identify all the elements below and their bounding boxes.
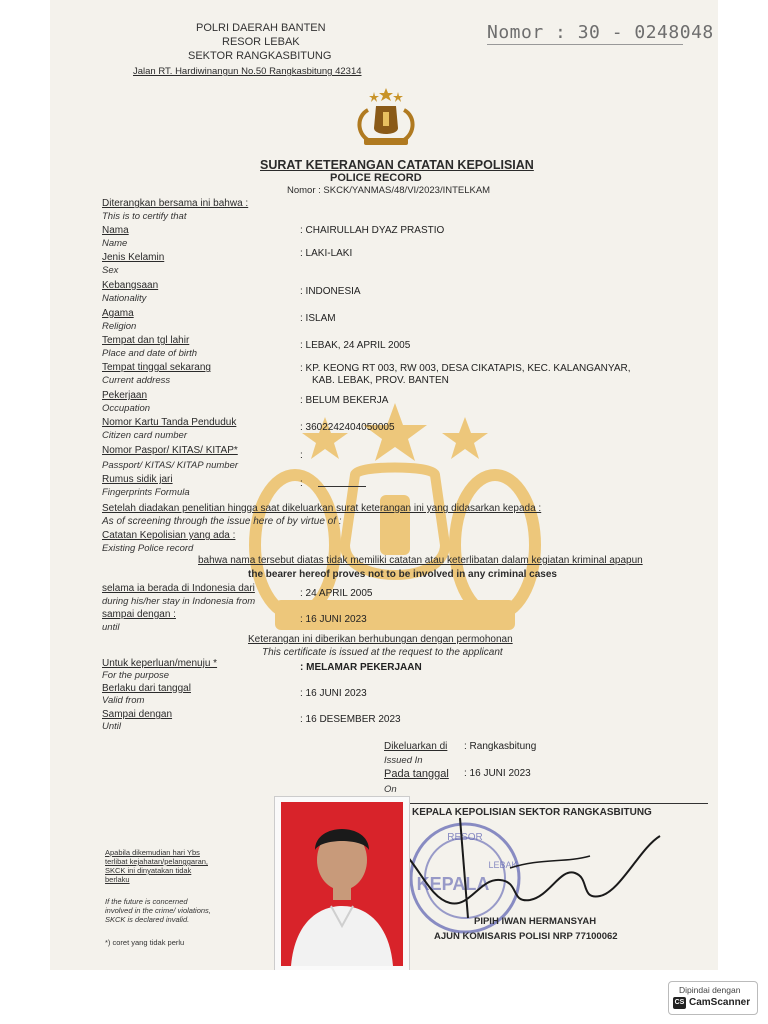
period-until-id: sampai dengan :	[102, 609, 176, 620]
signatory-rank: AJUN KOMISARIS POLISI NRP 77100062	[434, 931, 618, 942]
issued-date-value: : 16 JUNI 2023	[464, 768, 531, 779]
issued-at-en: Issued In	[384, 755, 423, 766]
label-birth-id: Tempat dan tgl lahir	[102, 335, 190, 346]
label-passport-en: Passport/ KITAS/ KITAP number	[102, 460, 239, 471]
value-religion: : ISLAM	[300, 313, 336, 324]
person-silhouette-icon	[281, 802, 403, 966]
label-fingerprint-id: Rumus sidik jari	[102, 474, 173, 485]
label-name-en: Name	[102, 238, 128, 249]
period-until-value: : 16 JUNI 2023	[300, 614, 367, 625]
stamp-top-text: RESOR	[447, 832, 483, 843]
valid-from-en: Valid from	[102, 695, 145, 706]
signature-title: KEPALA KEPOLISIAN SEKTOR RANGKASBITUNG	[412, 807, 652, 818]
value-birth: : LEBAK, 24 APRIL 2005	[300, 340, 411, 351]
signatory-name: PIPIH IWAN HERMANSYAH	[474, 916, 597, 927]
intro-en: This is to certify that	[102, 211, 187, 222]
purpose-id: Untuk keperluan/menuju *	[102, 658, 218, 669]
note-en: If the future is concerned involved in the crime/ violations, SKCK is declared invalid.	[105, 897, 211, 924]
valid-from-id: Berlaku dari tanggal	[102, 683, 191, 694]
fingerprint-blank-line	[318, 486, 366, 487]
intro-id: Diterangkan bersama ini bahwa :	[102, 198, 249, 209]
signature-top-line	[410, 803, 708, 804]
label-nationality-en: Nationality	[102, 293, 147, 304]
period-until-en: until	[102, 622, 120, 633]
serial-number: Nomor : 30 - 0248048	[487, 22, 714, 43]
value-address-line1: : KP. KEONG RT 003, RW 003, DESA CIKATAPIS, KEC. KALANGANYAR,	[300, 363, 631, 374]
applicant-photo	[274, 796, 410, 970]
value-fingerprint: :	[300, 478, 303, 489]
valid-from-value: : 16 JUNI 2023	[300, 688, 367, 699]
camscanner-brand: CamScanner	[689, 997, 751, 1008]
document-number: Nomor : SKCK/YANMAS/48/VI/2023/INTELKAM	[287, 185, 491, 196]
statement-id: bahwa nama tersebut diatas tidak memiliki catatan atau keterlibatan dalam kegiatan kriminal apapun	[198, 555, 643, 566]
label-nationality-id: Kebangsaan	[102, 280, 159, 291]
request-en: This certificate is issued at the request to the applicant	[262, 647, 503, 658]
screening-en: As of screening through the issue here of by virtue of :	[102, 516, 342, 527]
note-footnote: *) coret yang tidak perlu	[105, 938, 185, 947]
value-name: : CHAIRULLAH DYAZ PRASTIO	[300, 225, 445, 236]
issued-date-id: Pada tanggal	[384, 768, 449, 780]
camscanner-caption: Dipindai dengan	[679, 985, 741, 995]
label-birth-en: Place and date of birth	[102, 348, 198, 359]
label-religion-en: Religion	[102, 321, 137, 332]
period-from-id: selama ia berada di Indonesia dari	[102, 583, 255, 594]
period-from-en: during his/her stay in Indonesia from	[102, 596, 256, 607]
value-passport: :	[300, 450, 303, 461]
camscanner-logo-icon: CS	[673, 997, 686, 1009]
label-name-id: Nama	[102, 225, 129, 236]
header-address: Jalan RT. Hardiwinangun No.50 Rangkasbitung 42314	[133, 66, 362, 77]
issued-at-id: Dikeluarkan di	[384, 741, 448, 752]
value-address-line2: KAB. LEBAK, PROV. BANTEN	[312, 375, 449, 386]
header-line-2: RESOR LEBAK	[222, 36, 300, 48]
purpose-value: : MELAMAR PEKERJAAN	[300, 662, 422, 673]
value-sex: : LAKI-LAKI	[300, 248, 353, 259]
label-occupation-id: Pekerjaan	[102, 390, 148, 401]
record-id: Catatan Kepolisian yang ada :	[102, 530, 236, 541]
label-idcard-id: Nomor Kartu Tanda Penduduk	[102, 417, 237, 428]
label-passport-id: Nomor Paspor/ KITAS/ KITAP*	[102, 445, 238, 456]
value-nationality: : INDONESIA	[300, 286, 361, 297]
police-record-document	[50, 0, 718, 970]
label-occupation-en: Occupation	[102, 403, 151, 414]
document-title: SURAT KETERANGAN CATATAN KEPOLISIAN	[260, 158, 534, 172]
label-address-en: Current address	[102, 375, 171, 386]
header-line-1: POLRI DAERAH BANTEN	[196, 22, 326, 34]
valid-until-en: Until	[102, 721, 122, 732]
label-address-id: Tempat tinggal sekarang	[102, 362, 211, 373]
label-sex-id: Jenis Kelamin	[102, 252, 165, 263]
screening-id: Setelah diadakan penelitian hingga saat dikeluarkan surat keterangan ini yang didasarkan kepada :	[102, 503, 542, 514]
label-sex-en: Sex	[102, 265, 119, 276]
label-religion-id: Agama	[102, 308, 134, 319]
note-id: Apabila dikemudian hari Ybs terlibat kejahatan/pelanggaran, SKCK ini dinyatakan tidak berlaku	[105, 848, 208, 884]
document-subtitle: POLICE RECORD	[330, 172, 422, 184]
serial-underline	[487, 44, 683, 45]
valid-until-value: : 16 DESEMBER 2023	[300, 714, 401, 725]
record-en: Existing Police record	[102, 543, 194, 554]
value-occupation: : BELUM BEKERJA	[300, 395, 389, 406]
issued-at-value: : Rangkasbitung	[464, 741, 537, 752]
label-fingerprint-en: Fingerprints Formula	[102, 487, 190, 498]
statement-en: the bearer hereof proves not to be involved in any criminal cases	[248, 569, 557, 580]
purpose-en: For the purpose	[102, 670, 170, 681]
camscanner-badge	[668, 981, 758, 1015]
stamp-center-text: KEPALA	[416, 874, 490, 894]
request-id: Keterangan ini diberikan berhubungan dengan permohonan	[248, 634, 513, 645]
issued-date-en: On	[384, 784, 397, 795]
photo-background	[281, 802, 403, 966]
signature-scribble	[390, 808, 670, 928]
period-from-value: : 24 APRIL 2005	[300, 588, 373, 599]
header-line-3: SEKTOR RANGKASBITUNG	[188, 50, 332, 62]
stamp-side-text: LEBAK	[488, 860, 518, 870]
value-idcard: : 3602242404050005	[300, 422, 395, 433]
label-idcard-en: Citizen card number	[102, 430, 188, 441]
valid-until-id: Sampai dengan	[102, 709, 173, 720]
polri-emblem-icon	[350, 86, 422, 148]
